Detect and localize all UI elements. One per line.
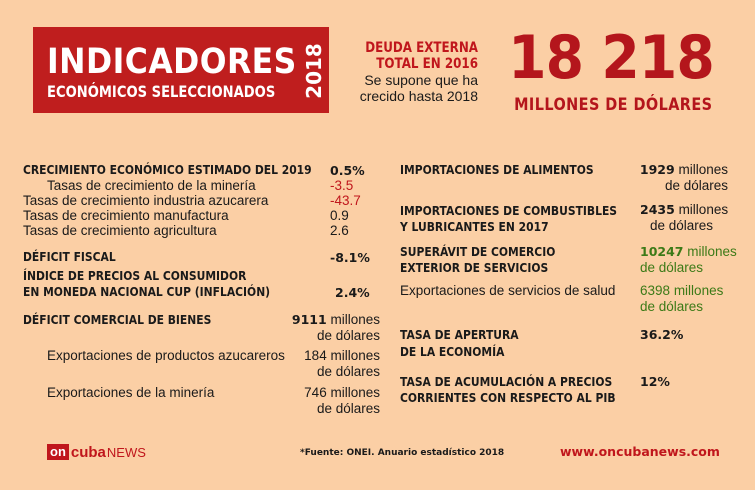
- fuel-imports-label-line1: IMPORTACIONES DE COMBUSTIBLES: [400, 203, 618, 218]
- sugar-exports-value: 184 millones de dólares: [304, 348, 380, 380]
- mining-exports-label: Exportaciones de la minería: [47, 385, 215, 400]
- accumulation-label-line1: TASA DE ACUMULACIÓN A PRECIOS: [400, 374, 613, 389]
- fuel-imports-value: 2435 millones de dólares: [640, 202, 729, 234]
- openness-label-line2: DE LA ECONOMÍA: [400, 344, 505, 359]
- growth-value: 0.5%: [330, 163, 365, 178]
- services-surplus-value: 10247 millones de dólares: [640, 244, 737, 276]
- growth-label: CRECIMIENTO ECONÓMICO ESTIMADO DEL 2019: [23, 162, 312, 177]
- food-imports-label: IMPORTACIONES DE ALIMENTOS: [400, 162, 594, 177]
- debt-label-line2: TOTAL EN 2016: [376, 56, 478, 73]
- mining-exports-value: 746 millones de dólares: [304, 385, 380, 417]
- health-exports-label: Exportaciones de servicios de salud: [400, 283, 616, 298]
- manufacturing-value: 0.9: [330, 208, 349, 223]
- accumulation-label-line2: CORRIENTES CON RESPECTO AL PIB: [400, 390, 616, 405]
- services-surplus-label-line1: SUPERÁVIT DE COMERCIO: [400, 244, 556, 259]
- agriculture-label: Tasas de crecimiento agricultura: [23, 223, 217, 238]
- sugar-value: -43.7: [330, 193, 361, 208]
- cpi-label-line2: EN MONEDA NACIONAL CUP (INFLACIÓN): [23, 284, 271, 299]
- openness-value: 36.2%: [640, 327, 684, 342]
- debt-unit: MILLONES DE DÓLARES: [514, 95, 713, 115]
- debt-label-line1: DEUDA EXTERNA: [365, 40, 478, 56]
- health-exports-value: 6398 millones de dólares: [640, 283, 724, 315]
- mining-value: -3.5: [330, 178, 354, 193]
- trade-deficit-value: 9111 millones de dólares: [291, 312, 380, 344]
- logo-on: on: [47, 444, 69, 460]
- fiscal-label: DÉFICIT FISCAL: [23, 249, 116, 264]
- fiscal-value: -8.1%: [330, 250, 370, 265]
- source-note: *Fuente: ONEI. Anuario estadístico 2018: [300, 448, 505, 458]
- year-text: 2018: [302, 43, 326, 99]
- debt-note-line1: Se supone que ha: [364, 72, 478, 89]
- title-year: [303, 41, 325, 101]
- accumulation-value: 12%: [640, 374, 670, 389]
- page-title: INDICADORES: [47, 42, 297, 82]
- debt-label: [340, 40, 478, 104]
- cpi-label-line1: ÍNDICE DE PRECIOS AL CONSUMIDOR: [23, 268, 247, 283]
- logo-news: NEWS: [106, 444, 146, 460]
- fuel-imports-label-line2: Y LUBRICANTES EN 2017: [400, 219, 549, 234]
- food-imports-value: 1929 millones de dólares: [639, 162, 728, 194]
- agriculture-value: 2.6: [330, 223, 349, 238]
- manufacturing-label: Tasas de crecimiento manufactura: [23, 208, 229, 223]
- trade-deficit-label: DÉFICIT COMERCIAL DE BIENES: [23, 312, 212, 327]
- openness-label-line1: TASA DE APERTURA: [400, 327, 519, 342]
- cpi-value: 2.4%: [335, 285, 370, 300]
- sugar-label: Tasas de crecimiento industria azucarera: [23, 193, 269, 208]
- debt-value: 18 218: [508, 23, 714, 93]
- website-link[interactable]: www.oncubanews.com: [560, 444, 720, 459]
- mining-label: Tasas de crecimiento de la minería: [47, 178, 256, 193]
- oncubanews-logo: [47, 443, 146, 461]
- title-box: [33, 27, 329, 113]
- services-surplus-label-line2: EXTERIOR DE SERVICIOS: [400, 260, 549, 275]
- logo-cuba: cuba: [70, 443, 106, 461]
- page-subtitle: ECONÓMICOS SELECCIONADOS: [47, 82, 276, 101]
- debt-note-line2: crecido hasta 2018: [359, 88, 478, 105]
- sugar-exports-label: Exportaciones de productos azucareros: [47, 348, 285, 363]
